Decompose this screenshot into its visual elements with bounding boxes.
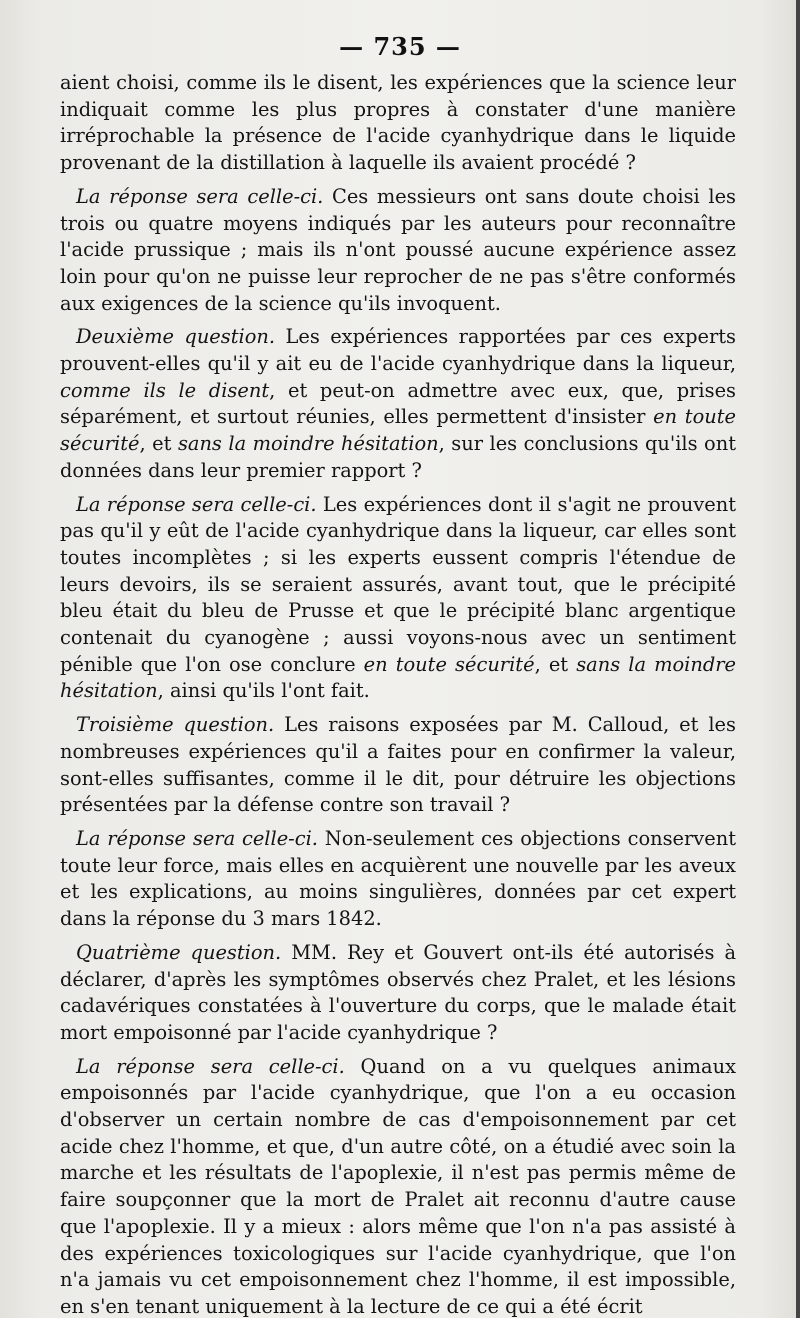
paragraph-1: [60, 70, 736, 177]
question-label: Quatrième question.: [76, 940, 282, 964]
question-label: Troisième question.: [76, 713, 275, 737]
italic-phrase: en toute sécurité: [60, 405, 736, 456]
paragraph-text: , sur les conclusions qu'ils ont données dans leur premier rapport ?: [60, 432, 736, 482]
paragraph-text: , et: [534, 652, 577, 676]
paragraph-2: [60, 184, 736, 318]
answer-label: La réponse sera celle-ci.: [76, 1054, 345, 1078]
paragraph-text: Les raisons exposées par M. Calloud, et les nombreuses expériences qu'il a faites pour en confirmer la valeur, sont-elles suffisantes, comme il le dit, pour détruire les objections présentées par la défense contre son travail ?: [60, 713, 736, 817]
page-body: [60, 70, 736, 1318]
paragraph-text: Les expériences rapportées par ces experts prouvent-elles qu'il y ait eu de l'acide cyanhydrique dans la liqueur,: [60, 325, 737, 376]
italic-phrase: comme ils le disent: [60, 378, 270, 402]
paragraph-text: , et: [139, 432, 178, 456]
paragraph-text: Quand on a vu quelques animaux empoisonnés par l'acide cyanhydrique, que l'on a eu occasion d'observer un certain nombre de cas d'empoisonnement par cet acide chez l'homme, et que, d'un autre côté, on a étudié avec soin la marche et les résultats de l'apoplexie, il n'est pas permis même de faire soupçonner que la mort de Pralet ait reconnu d'autre cause que l'apoplexie. Il y a mieux : alors même que l'on n'a pas assisté à des expériences toxicologiques sur l'acide cyanhydrique, que l'on n'a jamais vu cet empoisonnement chez l'homme, il est impossible, en s'en tenant uniquement à la lecture de ce qui a été écrit: [60, 1054, 737, 1318]
paragraph-8: [60, 1054, 736, 1318]
italic-phrase: sans la moindre hésitation: [60, 652, 737, 703]
paragraph-5: [60, 712, 736, 819]
paragraph-text: Les expériences dont il s'agit ne prouvent pas qu'il y eût de l'acide cyanhydrique dans la liqueur, car elles sont toutes incomplètes ; si les experts eussent compris l'étendue de leurs devoirs, ils se seraient assurés, avant tout, que le précipité bleu était du bleu de Prusse et que le précipité blanc argentique contenait du cyanogène ; aussi voyons-nous avec un sentiment pénible que l'on ose conclure: [60, 492, 736, 676]
paragraph-text: , ainsi qu'ils l'ont fait.: [157, 679, 370, 703]
paragraph-3: [60, 324, 736, 484]
question-label: Deuxième question.: [76, 325, 276, 349]
paragraph-text: MM. Rey et Gouvert ont-ils été autorisés à déclarer, d'après les symptômes observés chez Pralet, et les lésions cadavériques constatées à l'ouverture du corps, que le malade était mort empoisonné par l'acide cyanhydrique ?: [60, 940, 737, 1044]
answer-label: La réponse sera celle-ci.: [76, 184, 324, 208]
paragraph-text: , et peut-on admettre avec eux, que, prises séparément, et surtout réunies, elles permettent d'insister: [60, 378, 736, 429]
paragraph-4: [60, 492, 736, 706]
paragraph-text: aient choisi, comme ils le disent, les expériences que la science leur indiquait comme les plus propres à constater d'une manière irréprochable la présence de l'acide cyanhydrique dans le liquide provenant de la distillation à laquelle ils avaient procédé ?: [60, 71, 736, 175]
italic-phrase: sans la moindre hésitation: [177, 432, 439, 456]
answer-label: La réponse sera celle-ci.: [76, 492, 317, 516]
paragraph-text: Ces messieurs ont sans doute choisi les trois ou quatre moyens indiqués par les auteurs pour reconnaître l'acide prussique ; mais ils n'ont poussé aucune expérience assez loin pour qu'on ne puisse leur reprocher de ne pas s'être conformés aux exigences de la science qu'ils invoquent.: [60, 184, 737, 315]
paragraph-6: [60, 826, 736, 933]
paragraph-text: Non-seulement ces objections conservent toute leur force, mais elles en acquièrent une nouvelle par les aveux et les explications, au moins singulières, données par cet expert dans la réponse du 3 mars 1842.: [60, 826, 737, 931]
italic-phrase: en toute sécurité: [363, 652, 535, 676]
paragraph-7: [60, 940, 736, 1047]
page-number: — 735 —: [339, 32, 461, 61]
answer-label: La réponse sera celle-ci.: [76, 826, 318, 850]
